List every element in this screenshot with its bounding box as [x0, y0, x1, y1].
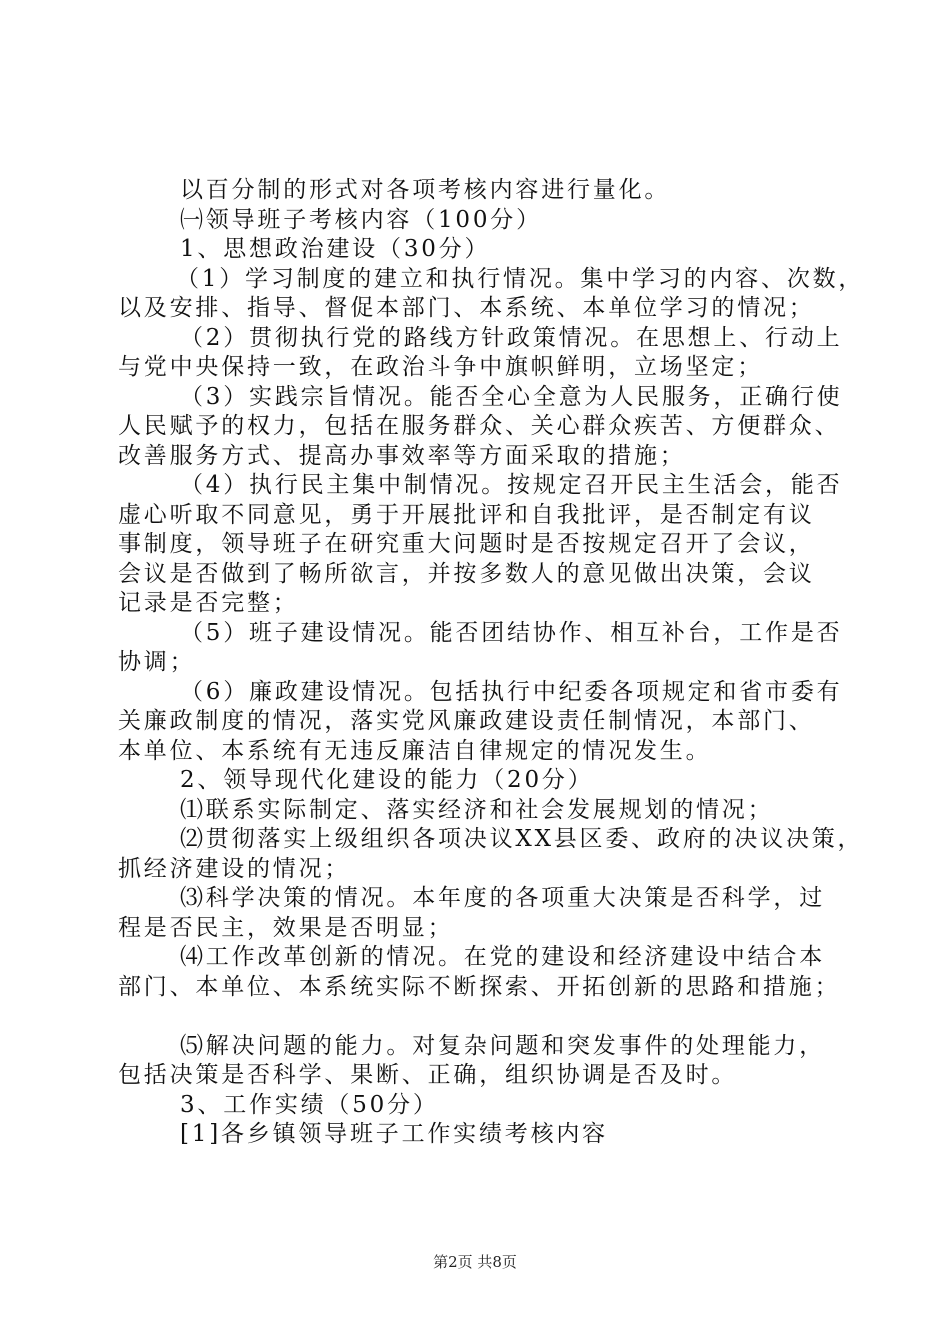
paragraph-line: 记录是否完整； — [118, 590, 299, 616]
paragraph-line: 抓经济建设的情况； — [118, 855, 351, 882]
paragraph-line: ⑷工作改革创新的情况。在党的建设和经济建设中结合本 — [180, 944, 825, 970]
blank-line — [118, 1002, 840, 1032]
paragraph-line: （1）学习制度的建立和执行情况。集中学习的内容、次数， — [176, 265, 865, 292]
paragraph-line: ⑶科学决策的情况。本年度的各项重大决策是否科学，过 — [180, 885, 825, 911]
paragraph-line: ⑸解决问题的能力。对复杂问题和突发事件的处理能力， — [180, 1032, 825, 1059]
paragraph-line: 以及安排、指导、督促本部门、本系统、本单位学习的情况； — [118, 295, 815, 321]
paragraph-line: 会议是否做到了畅所欲言，并按多数人的意见做出决策，会议 — [118, 560, 815, 587]
paragraph-line: 人民赋予的权力，包括在服务群众、关心群众疾苦、方便群众、 — [118, 413, 841, 439]
paragraph-line: 部门、本单位、本系统实际不断探索、开拓创新的思路和措施； — [118, 973, 841, 1000]
paragraph-line: （3）实践宗旨情况。能否全心全意为人民服务，正确行使 — [180, 383, 843, 410]
paragraph-line: （6）廉政建设情况。包括执行中纪委各项规定和省市委有 — [180, 678, 843, 705]
subsection-heading: 3、工作实绩（50分） — [180, 1091, 439, 1118]
document-body — [118, 176, 865, 1150]
paragraph-line: 协调； — [118, 649, 196, 675]
paragraph-line: 虚心听取不同意见，勇于开展批评和自我批评，是否制定有议 — [118, 501, 815, 528]
paragraph-line: 与党中央保持一致，在政治斗争中旗帜鲜明，立场坚定； — [118, 354, 763, 380]
paragraph-line: （2）贯彻执行党的路线方针政策情况。在思想上、行动上 — [180, 324, 843, 351]
paragraph-line: 以百分制的形式对各项考核内容进行量化。 — [180, 177, 671, 203]
paragraph-line: 本单位、本系统有无违反廉洁自律规定的情况发生。 — [118, 737, 712, 764]
subsection-heading: 1、思想政治建设（30分） — [180, 236, 491, 262]
paragraph-line: ⑵贯彻落实上级组织各项决议XX县区委、政府的决议决策， — [180, 826, 864, 852]
paragraph-line: 包括决策是否科学、果断、正确，组织协调是否及时。 — [118, 1062, 738, 1088]
paragraph-line: ⑴联系实际制定、落实经济和社会发展规划的情况； — [180, 796, 774, 823]
paragraph-line: （5）班子建设情况。能否团结协作、相互补台，工作是否 — [180, 619, 843, 646]
paragraph-line: 事制度，领导班子在研究重大问题时是否按规定召开了会议， — [118, 531, 815, 557]
subsection-heading: 2、领导现代化建设的能力（20分） — [180, 767, 594, 793]
paragraph-line: 改善服务方式、提高办事效率等方面采取的措施； — [118, 442, 686, 469]
section-heading: ㈠领导班子考核内容（100分） — [180, 206, 542, 233]
paragraph-line: 关廉政制度的情况，落实党风廉政建设责任制情况，本部门、 — [118, 708, 815, 734]
paragraph-line: （4）执行民主集中制情况。按规定召开民主生活会，能否 — [180, 472, 843, 498]
paragraph-line: 程是否民主，效果是否明显； — [118, 914, 454, 941]
paragraph-line: [1]各乡镇领导班子工作实绩考核内容 — [180, 1121, 608, 1147]
page-number-footer: 第2页 共8页 — [433, 1253, 517, 1271]
